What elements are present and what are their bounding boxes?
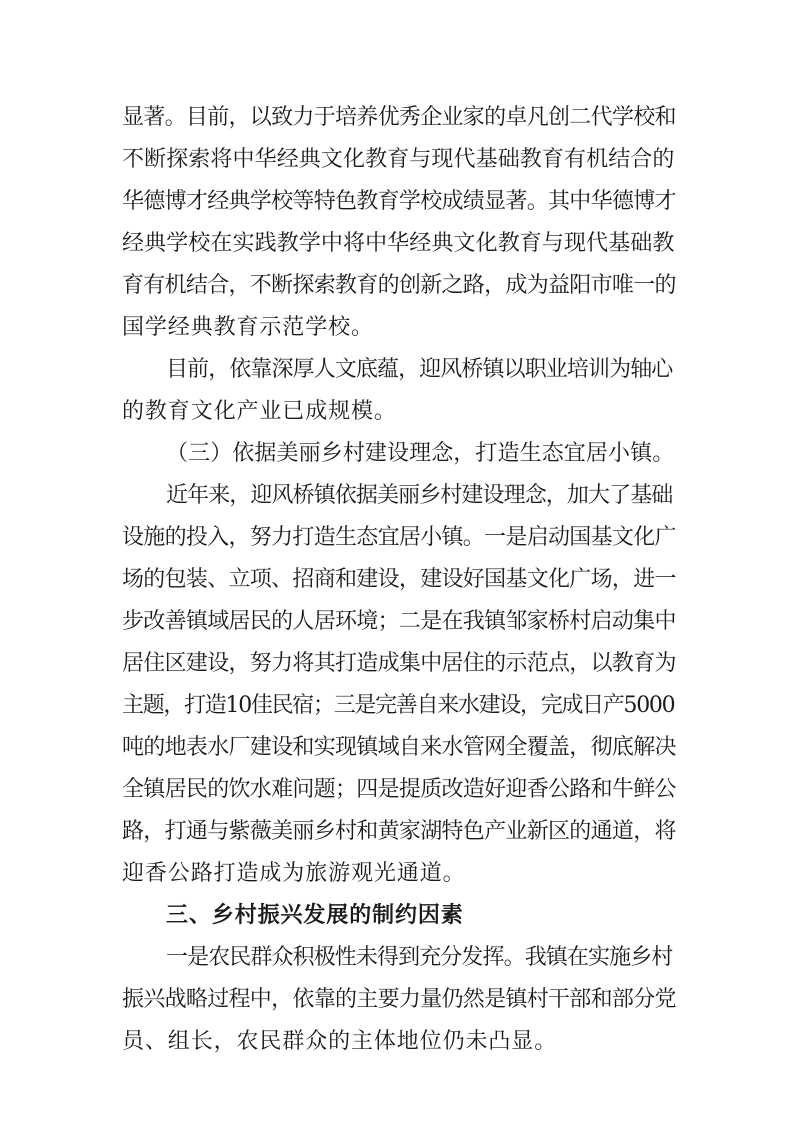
text-line: 振兴战略过程中，依靠的主要力量仍然是镇村干部和部分党 [122,987,676,1012]
text-line: 场的包装、立项、招商和建设，建设好国基文化广场，进一 [122,567,676,592]
text-line: 经典学校在实践教学中将中华经典文化教育与现代基础教 [122,231,675,256]
subsection-heading: （三）依据美丽乡村建设理念，打造生态宜居小镇。 [166,441,675,466]
paragraph-first-line: 一是农民群众积极性未得到充分发挥。我镇在实施乡村 [166,945,673,970]
text-line: 员、组长，农民群众的主体地位仍未凸显。 [122,1029,558,1054]
section-heading: 三、乡村振兴发展的制约因素 [166,903,464,928]
paragraph-first-line: 近年来，迎风桥镇依据美丽乡村建设理念，加大了基础 [166,483,673,508]
text-line: 路，打通与紫薇美丽乡村和黄家湖特色产业新区的通道，将 [122,819,676,844]
text-line: 主题，打造10佳民宿；三是完善自来水建设，完成日产5000 [122,693,675,718]
text-line: 步改善镇域居民的人居环境；二是在我镇邹家桥村启动集中 [122,609,676,634]
text-line: 设施的投入，努力打造生态宜居小镇。一是启动国基文化广 [122,525,676,550]
text-line: 华德博才经典学校等特色教育学校成绩显著。其中华德博才 [122,189,676,214]
text-line: 迎香公路打造成为旅游观光通道。 [122,861,466,886]
text-line: 国学经典教育示范学校。 [122,315,374,340]
text-line: 不断探索将中华经典文化教育与现代基础教育有机结合的 [122,147,675,172]
text-line: 显著。目前，以致力于培养优秀企业家的卓凡创二代学校和 [122,105,676,130]
text-line: 吨的地表水厂建设和实现镇域自来水管网全覆盖，彻底解决 [122,735,676,760]
text-line: 育有机结合，不断探索教育的创新之路，成为益阳市唯一的 [122,273,676,298]
text-line: 居住区建设，努力将其打造成集中居住的示范点，以教育为 [122,651,676,676]
text-line: 全镇居民的饮水难问题；四是提质改造好迎香公路和牛鲜公 [122,777,676,802]
text-line: 的教育文化产业已成规模。 [122,399,397,424]
paragraph-first-line: 目前，依靠深厚人文底蕴，迎风桥镇以职业培训为轴心 [166,357,673,382]
